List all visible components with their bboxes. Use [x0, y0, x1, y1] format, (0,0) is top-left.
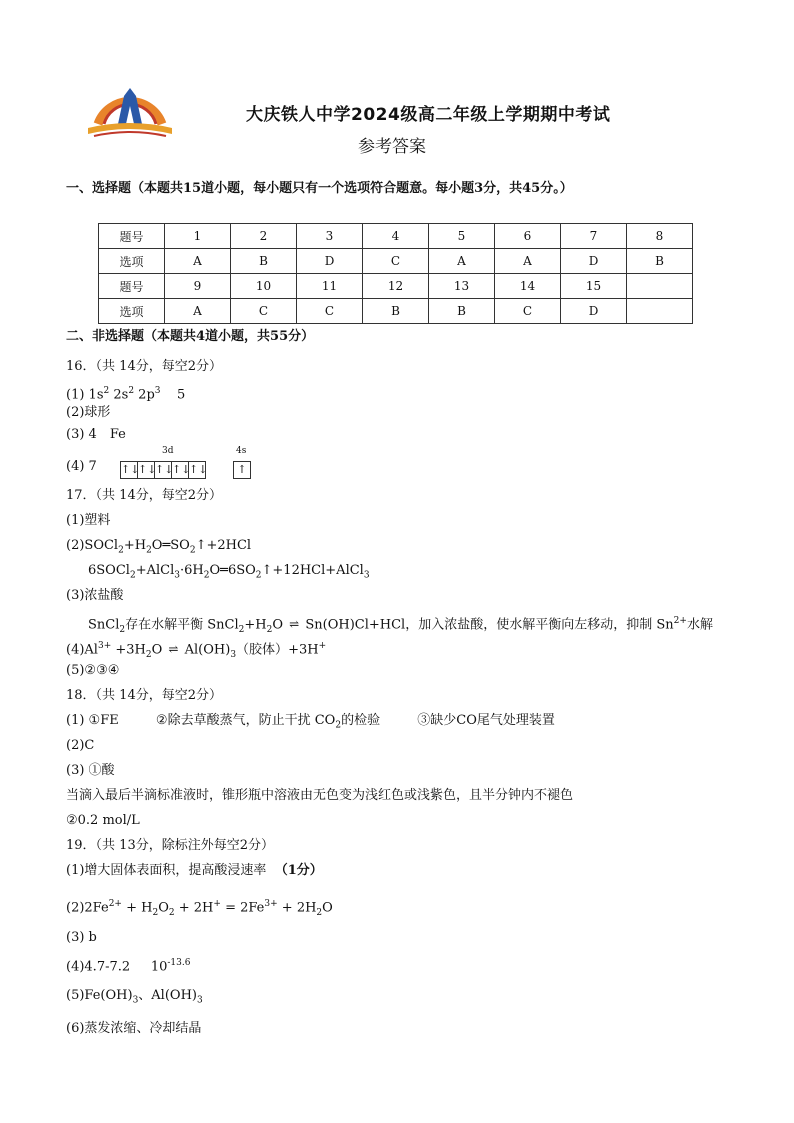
table-cell: 8	[627, 224, 693, 249]
q18-answer-3: (3) ①酸	[66, 763, 115, 778]
table-cell: 6	[495, 224, 561, 249]
table-cell: 13	[429, 274, 495, 299]
table-cell: A	[165, 299, 231, 324]
q17-answer-1: (1)塑料	[66, 513, 111, 528]
q16-answer-1-extra: 5	[177, 387, 186, 403]
table-row	[99, 224, 693, 249]
q19-answer-6: (6)蒸发浓缩、冷却结晶	[66, 1021, 202, 1036]
table-cell: A	[495, 249, 561, 274]
q17-answer-3: (3)浓盐酸	[66, 588, 124, 603]
q18-answer-3-2: ②0.2 mol/L	[66, 813, 140, 828]
q19-answer-1	[66, 862, 323, 880]
q19-answer-5: $(5)Fe(OH)_3$、$Al(OH)_3$	[66, 988, 203, 1006]
table-cell: B	[627, 249, 693, 274]
table-cell: 2	[231, 224, 297, 249]
q17-heading: 17．（共 14分，每空2分）	[66, 488, 222, 503]
q18-answer-3-desc: 当滴入最后半滴标准液时，锥形瓶中溶液由无色变为浅红色或浅紫色，且半分钟内不褪色	[66, 788, 574, 803]
table-cell: C	[363, 249, 429, 274]
table-cell: D	[297, 249, 363, 274]
table-cell: 10	[231, 274, 297, 299]
q18-answer-2: (2)C	[66, 738, 95, 753]
table-cell: A	[429, 249, 495, 274]
table-cell: D	[561, 249, 627, 274]
q17-text-lead: 存在水解平衡	[125, 617, 204, 633]
table-cell: 选项	[99, 299, 165, 324]
section2-heading: 二、非选择题（本题共4道小题，共55分）	[66, 329, 315, 344]
orbital-box: ↑↓	[154, 461, 172, 479]
q18-answer-1: (1) ①FE ②除去草酸蒸气，防止干扰 $CO_2$的检验 ③缺少CO尾气处理装置	[66, 713, 555, 731]
orbital-box: ↑↓	[120, 461, 138, 479]
table-cell: 选项	[99, 249, 165, 274]
q18-answer-1-p2-tail: 的检验	[341, 713, 381, 728]
orbital-box: ↑↓	[171, 461, 189, 479]
table-cell: 12	[363, 274, 429, 299]
q19-answer-4-range: (4)4.7-7.2	[66, 959, 131, 975]
table-cell: 9	[165, 274, 231, 299]
table-row	[99, 274, 693, 299]
table-cell: A	[165, 249, 231, 274]
table-cell: B	[231, 249, 297, 274]
table-cell: 题号	[99, 224, 165, 249]
q17-text-end: 水解	[686, 617, 713, 633]
orbital-box: ↑↓	[188, 461, 206, 479]
table-cell: 1	[165, 224, 231, 249]
q19-answer-2: $(2)2Fe^{2+} + H_2O_2 + 2H^+ = 2Fe^{3+} + 2H_2O$	[66, 899, 333, 918]
page-title: 大庆铁人中学2024级高二年级上学期期中考试	[246, 105, 611, 125]
table-cell: 14	[495, 274, 561, 299]
q17-answer-2: $(2)SOCl_2+H_2O═SO_2↑+2HCl$	[66, 538, 252, 556]
section1-heading: 一、选择题（本题共15道小题，每小题只有一个选项符合题意。每小题3分，共45分。）	[66, 181, 573, 196]
q16-answer-1-label: (1)	[66, 387, 89, 403]
q17-text-tail: ，加入浓盐酸，使水解平衡向左移动，抑制	[405, 617, 653, 633]
table-cell: 4	[363, 224, 429, 249]
orbital-3d-boxes	[120, 459, 208, 479]
table-cell: C	[495, 299, 561, 324]
page-subtitle: 参考答案	[358, 137, 426, 157]
table-cell: 15	[561, 274, 627, 299]
orbital-box: ↑	[233, 461, 251, 479]
q16-answer-2: (2)球形	[66, 405, 111, 420]
q19-answer-4: (4)4.7-7.2 $10^{-13.6}$	[66, 958, 191, 975]
table-cell: 题号	[99, 274, 165, 299]
q19-answer-3: (3) b	[66, 930, 97, 945]
orbital-4s-label: 4s	[236, 446, 247, 456]
q19-answer-4-exp: -13.6	[167, 958, 191, 968]
answer-table	[98, 223, 693, 324]
orbital-4s-boxes	[233, 459, 250, 479]
q17-answer-4: $(4)Al^{3+} +3H_2O$ ⇌ $Al(OH)_3$（胶体）+3H+	[66, 641, 327, 660]
table-row	[99, 299, 693, 324]
q17-answer-5: (5)②③④	[66, 663, 120, 678]
table-row	[99, 249, 693, 274]
q19-answer-1-note: （1分）	[274, 863, 323, 878]
q18-answer-1-p2: ②除去草酸蒸气，防止干扰	[155, 713, 311, 728]
table-cell: 7	[561, 224, 627, 249]
q16-answer-4-label: (4) 7	[66, 459, 97, 474]
q18-answer-1-p3: ③缺少CO尾气处理装置	[417, 713, 555, 728]
q17-answer-2-b: $6SOCl_2+AlCl_3\cdot 6H_2O═6SO_2↑+12HCl+AlCl_3$	[88, 563, 370, 581]
school-logo	[84, 66, 176, 142]
table-cell: B	[429, 299, 495, 324]
q19-answer-1-text: (1)增大固体表面积，提高酸浸速率	[66, 863, 267, 878]
table-cell: 3	[297, 224, 363, 249]
q17-answer-3-desc: SnCl$_2$存在水解平衡 $SnCl_2+H_2O$ ⇌ Sn(OH)Cl+HCl，加入浓盐酸，使水解平衡向左移动，抑制 $Sn^{2+}$水解	[88, 616, 713, 635]
q17-colloid: （胶体）	[236, 642, 289, 658]
table-cell	[627, 299, 693, 324]
table-cell	[627, 274, 693, 299]
table-cell: 11	[297, 274, 363, 299]
q16-heading: 16．（共 14分，每空2分）	[66, 359, 222, 374]
table-cell: 5	[429, 224, 495, 249]
orbital-box: ↑↓	[137, 461, 155, 479]
q18-answer-1-p1: (1) ①FE	[66, 713, 119, 728]
table-cell: C	[231, 299, 297, 324]
q16-answer-3: (3) 4 Fe	[66, 427, 126, 442]
q16-answer-1: (1) $1s^2$ $2s^2$ $2p^3$ 5	[66, 386, 186, 403]
table-cell: D	[561, 299, 627, 324]
q19-heading: 19．（共 13分，除标注外每空2分）	[66, 838, 274, 853]
table-cell: C	[297, 299, 363, 324]
table-cell: B	[363, 299, 429, 324]
q18-heading: 18．（共 14分，每空2分）	[66, 688, 222, 703]
orbital-3d-label: 3d	[162, 446, 174, 456]
